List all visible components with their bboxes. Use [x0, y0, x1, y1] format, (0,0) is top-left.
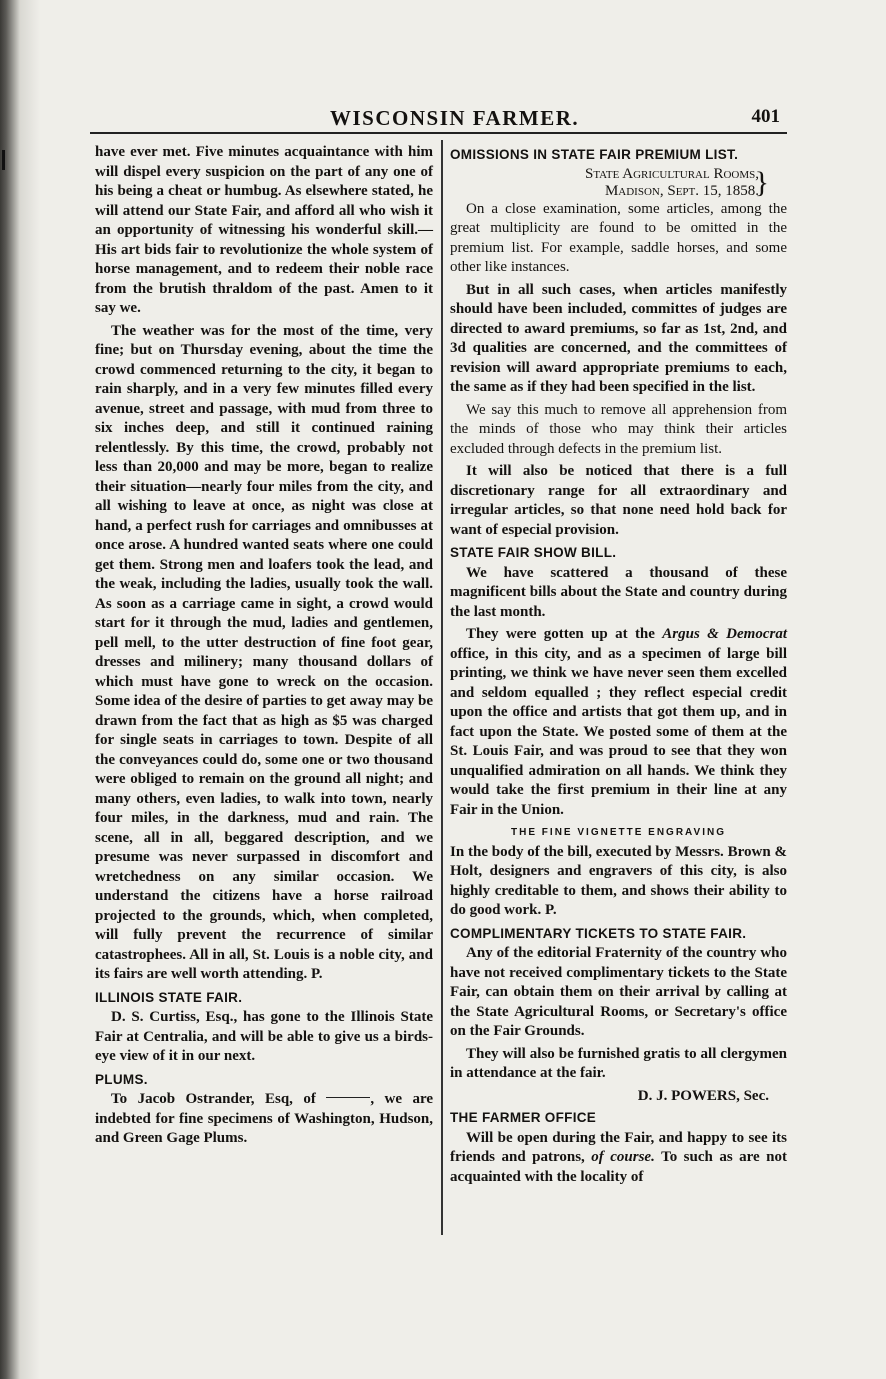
- paragraph: have ever met. Five minutes acquaintance with him will dispel every suspicion on the part of any one of his being a cheat or humbug. As elsewhere stated, he will attend our State Fair, and afford all who wish it an opportunity of witnessing his wonderful skill.— His art bids fair to revolutionize the whole system of horse management, and to redeem their noble race from the brutish thraldom of the past. Amen to it say we.: [95, 144, 433, 316]
- page-header: [90, 104, 790, 132]
- signature: P.: [545, 902, 557, 918]
- paragraph: The weather was for the most of the time, very fine; but on Thursday evening, about the time the crowd commenced returning to the city, it began to rain sharply, and in a very few minutes filled every avenue, street and passage, with mud from three to six inches deep, and still it continued raining relentlessly. By this time, the crowd, probably not less than 20,000 and may be more, began to realize their situation—nearly four miles from the city, and all wishing to leave at once, as night was close at hand, a perfect rush for carriages and omnibusses at once arose. A hundred wanted seats where one could get them. Strong men and loafers took the lead, and the weak, including the ladies, usually took the wall. As soon as a carriage came in sight, a crowd would start for it through the mud, ladies and gentlemen, pell mell, to the utter destruction of fine foot gear, dresses and milinery; many thousand dollars of which must have gone to wreck on the occasion. Some idea of the desire of parties to get away may be drawn from the fact that as high as $5 was charged for single seats in carriages to town. Despite of all the conveyances could do, some one or two thousand were obliged to remain on the ground all night; and many others, even ladies, to walk into town, nearly four miles, in the darkness, mud and rain. The scene, all in all, beggared description, and we presume was never surpassed in discomfort and wretchedness on any similar occasion. We understand the citizens have a horse railroad projected to the grounds, which, when completed, will fully prevent the recurrence of similar catastrophees. All in all, St. Louis is a noble city, and its fairs are well worth attending. P.: [95, 322, 433, 982]
- heading-farmer-office: THE FARMER OFFICE: [450, 1110, 597, 1125]
- right-column: [450, 143, 787, 1190]
- paragraph: To Jacob Ostrander, Esq, of , we are indebted for fine specimens of Washington, Hudson, and Green Gage Plums.: [95, 1091, 434, 1146]
- paragraph: In the body of the bill, executed by Messrs. Brown & Holt, designers and engravers of this city, is also highly creditable to them, and shows their ability to do good work. P.: [450, 843, 787, 918]
- paragraph: Will be open during the Fair, and happy to see its friends and patrons, of course. To such as are not acquainted with the locality of: [450, 1129, 788, 1185]
- running-title: WISCONSIN FARMER.: [330, 106, 580, 130]
- edge-mark: [2, 150, 5, 170]
- dateline: [450, 166, 787, 200]
- paragraph: They will also be furnished gratis to all clergymen in attendance at the fair.: [450, 1045, 787, 1081]
- paragraph: On a close examination, some articles, among the great multiplicity are found to be omitted in the premium list. For example, saddle horses, and some other like instances.: [450, 200, 787, 275]
- paragraph: Any of the editorial Fraternity of the country who have not received complimentary tickets to the State Fair, can obtain them on their arrival by calling at the State Agricultural Rooms, or Secretary's office on the Fair Grounds.: [450, 945, 787, 1039]
- signature: P.: [310, 966, 323, 982]
- heading-vignette: THE FINE VIGNETTE ENGRAVING: [511, 827, 726, 838]
- heading-plums: PLUMS.: [95, 1071, 148, 1087]
- column-divider: [441, 140, 443, 1235]
- binding-shadow: [0, 0, 40, 1379]
- brace-glyph: }: [754, 165, 769, 199]
- heading-omissions: OMISSIONS IN STATE FAIR PREMIUM LIST.: [450, 147, 739, 162]
- left-column: [95, 143, 433, 1152]
- paragraph: D. S. Curtiss, Esq., has gone to the Illinois State Fair at Centralia, and will be able to give us a birds-eye view of it in our next.: [95, 1009, 433, 1064]
- page-number: 401: [751, 106, 780, 127]
- paragraph: It will also be noticed that there is a full discretionary range for all extraordinary and irregular articles, so that none need hold back for want of especial provision.: [450, 463, 787, 538]
- signature-powers: D. J. POWERS, Sec.: [637, 1087, 769, 1104]
- heading-complimentary-tickets: COMPLIMENTARY TICKETS TO STATE FAIR.: [450, 925, 747, 941]
- blank-dash: [326, 1097, 370, 1098]
- dateline-date: Madison, Sept. 15, 1858.: [604, 182, 759, 199]
- header-rule: [90, 132, 787, 134]
- heading-show-bill: STATE FAIR SHOW BILL.: [450, 545, 617, 560]
- paragraph: They were gotten up at the Argus & Democrat office, in this city, and as a specimen of large bill printing, we think we have never seen them excelled and seldom equalled ; they reflect especial credit upon the office and artists that got them up, and in fact upon the State. We posted some of them at the St. Louis Fair, and was proud to see that they won unqualified admiration on all hands. We think they would take the first premium in their line at any Fair in the Union.: [450, 626, 787, 818]
- paragraph: But in all such cases, when articles manifestly should have been included, committes of judges are directed to award premiums, so far as 1st, 2nd, and 3d qualities are concerned, and the committees of revision will award appropriate premiums to each, the same as if they had been specified in the list.: [450, 281, 787, 395]
- paragraph: We have scattered a thousand of these magnificent bills about the State and country during the last month.: [450, 564, 787, 620]
- dateline-place: State Agricultural Rooms,: [585, 165, 759, 182]
- heading-illinois-state-fair: ILLINOIS STATE FAIR.: [95, 989, 243, 1005]
- paragraph: We say this much to remove all apprehension from the minds of those who may think their articles excluded through defects in the premium list.: [450, 401, 787, 457]
